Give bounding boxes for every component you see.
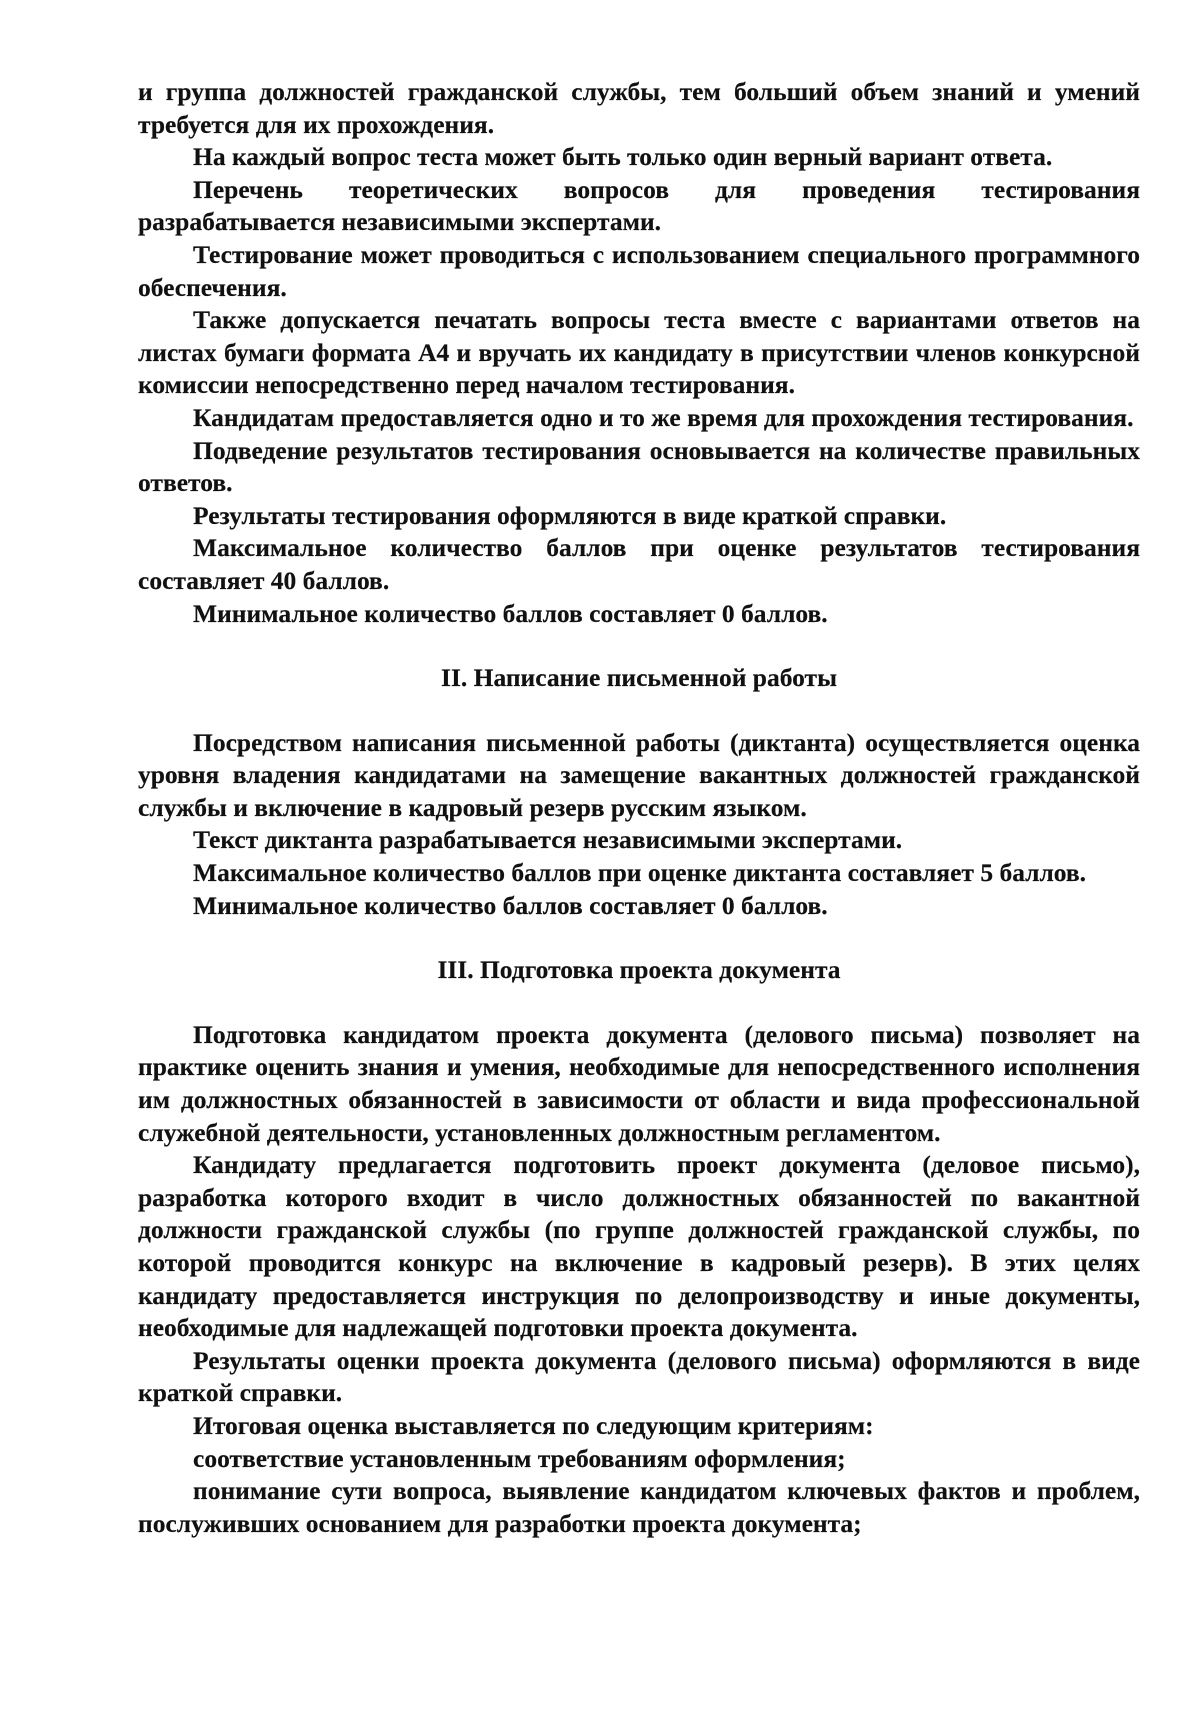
paragraph: Максимальное количество баллов при оценке диктанта составляет 5 баллов. bbox=[193, 858, 1087, 888]
paragraph: Перечень теоретических вопросов для проведения тестирования разрабатывается независимыми экспертами. bbox=[138, 174, 1140, 237]
paragraph: Посредством написания письменной работы (диктанта) осуществляется оценка уровня владения кандидатами на замещение вакантных должностей гражданской службы и включение в кадровый резерв русским языком. bbox=[138, 727, 1140, 822]
paragraph: соответствие установленным требованиям оформления; bbox=[193, 1443, 846, 1473]
document-page bbox=[138, 76, 1140, 1540]
section-heading: III. Подготовка проекта документа bbox=[437, 955, 841, 985]
paragraph: Результаты оценки проекта документа (делового письма) оформляются в виде краткой справки. bbox=[138, 1345, 1140, 1408]
paragraph: На каждый вопрос теста может быть только один верный вариант ответа. bbox=[193, 142, 1053, 172]
spacer bbox=[138, 695, 1140, 727]
paragraph: и группа должностей гражданской службы, тем больший объем знаний и умений требуется для их прохождения. bbox=[138, 77, 1140, 139]
paragraph: Минимальное количество баллов составляет 0 баллов. bbox=[193, 598, 828, 628]
paragraph: Подведение результатов тестирования основывается на количестве правильных ответов. bbox=[138, 435, 1140, 498]
spacer bbox=[138, 987, 1140, 1019]
paragraph: понимание сути вопроса, выявление кандидатом ключевых фактов и проблем, послуживших основанием для разработки проекта документа; bbox=[138, 1476, 1140, 1538]
paragraph: Тестирование может проводиться с использованием специального программного обеспечения. bbox=[138, 239, 1140, 302]
paragraph: Минимальное количество баллов составляет 0 баллов. bbox=[193, 890, 828, 920]
paragraph: Также допускается печатать вопросы теста вместе с вариантами ответов на листах бумаги формата А4 и вручать их кандидату в присутствии членов конкурсной комиссии непосредственно перед началом тестирования. bbox=[138, 305, 1140, 400]
paragraph: Кандидату предлагается подготовить проект документа (деловое письмо), разработка которого входит в число должностных обязанностей по вакантной должности гражданской службы (по группе должностей гражданской службы, по которой проводится конкурс на включение в кадровый резерв). В этих целях кандидату предоставляется инструкция по делопроизводству и иные документы, необходимые для надлежащей подготовки проекта документа. bbox=[138, 1150, 1140, 1343]
spacer bbox=[138, 922, 1140, 954]
paragraph: Текст диктанта разрабатывается независимыми экспертами. bbox=[193, 825, 903, 855]
section-heading: II. Написание письменной работы bbox=[441, 663, 837, 693]
paragraph: Кандидатам предоставляется одно и то же время для прохождения тестирования. bbox=[193, 402, 1134, 432]
paragraph: Итоговая оценка выставляется по следующим критериям: bbox=[193, 1410, 874, 1440]
spacer bbox=[138, 630, 1140, 662]
paragraph: Максимальное количество баллов при оценке результатов тестирования составляет 40 баллов. bbox=[138, 533, 1140, 595]
paragraph: Подготовка кандидатом проекта документа (делового письма) позволяет на практике оценить знания и умения, необходимые для непосредственного исполнения им должностных обязанностей в зависимости от области и вида профессиональной служебной деятельности, установленных должностным регламентом. bbox=[138, 1019, 1140, 1147]
paragraph: Результаты тестирования оформляются в виде краткой справки. bbox=[193, 500, 947, 530]
